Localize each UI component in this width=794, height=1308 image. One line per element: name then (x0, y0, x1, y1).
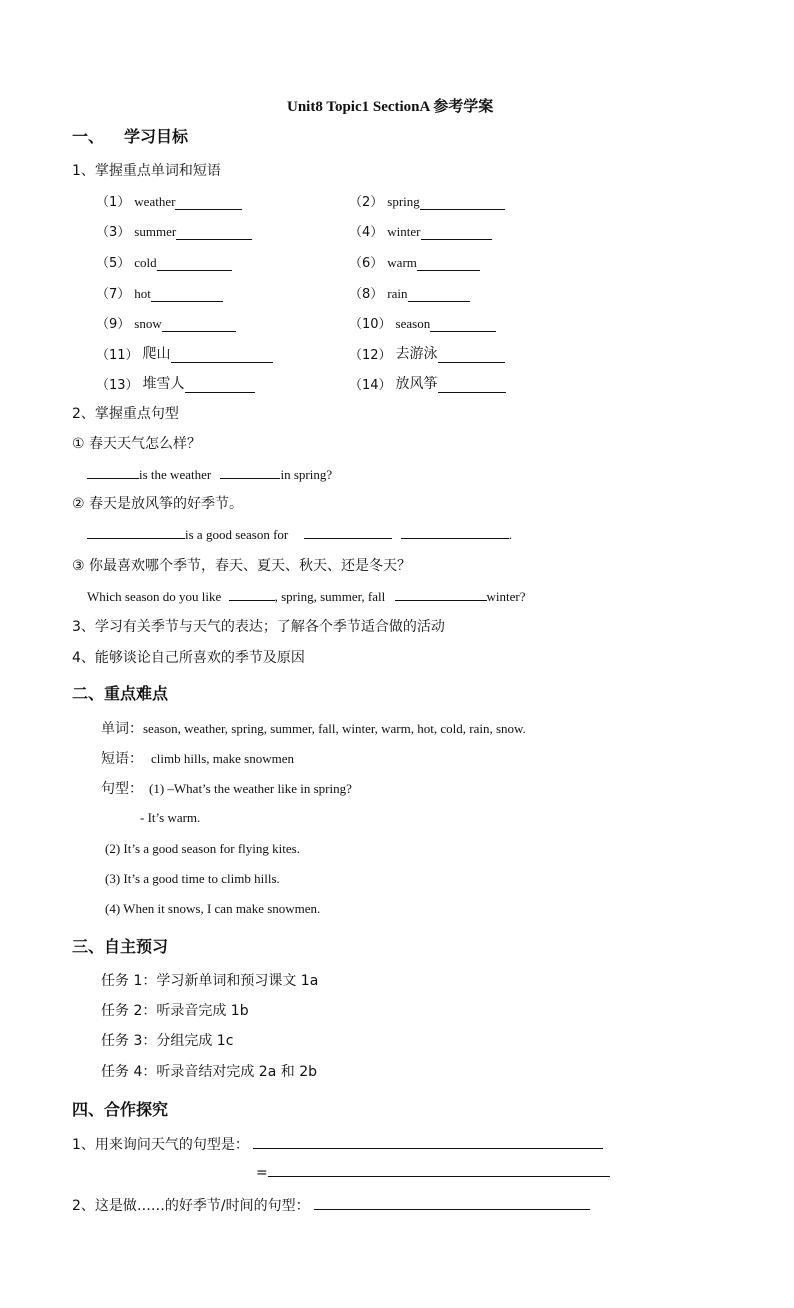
answer-blank[interactable] (395, 588, 487, 601)
answer-blank[interactable] (408, 289, 470, 302)
task-item: 任务 3：分组完成 1c (101, 1033, 234, 1049)
pattern-1: (1) –What’s the weather like in spring? (149, 781, 352, 796)
question-3-en (87, 588, 525, 605)
vocab-number: （12） (349, 348, 392, 363)
vocab-number: （6） (349, 256, 384, 271)
question-3-text-c: winter? (486, 589, 526, 604)
answer-blank[interactable] (87, 466, 139, 479)
vocab-number: （9） (96, 317, 131, 332)
vocab-word: winter (387, 224, 421, 239)
vocab-item (349, 283, 470, 302)
key-phrases-label: 短语： (101, 751, 143, 767)
question-2-text-a: is a good season for (185, 527, 289, 542)
vocab-number: （14） (349, 378, 392, 393)
vocab-number: （13） (96, 378, 139, 393)
key-words-row (101, 718, 526, 738)
key-words-label: 单词： (101, 721, 143, 737)
vocab-item (349, 343, 505, 363)
question-2-cn: ② 春天是放风筝的好季节。 (72, 496, 244, 512)
pattern-1-answer: - It’s warm. (140, 810, 201, 825)
answer-blank[interactable] (157, 258, 232, 271)
answer-blank[interactable] (229, 588, 275, 601)
answer-blank[interactable] (438, 380, 506, 393)
vocab-item (349, 313, 496, 332)
vocab-word: rain (387, 286, 408, 301)
question-2-end: . (508, 527, 513, 542)
equal-sign: = (256, 1165, 268, 1181)
task-item: 任务 2：听录音完成 1b (101, 1003, 249, 1019)
answer-blank[interactable] (420, 197, 505, 210)
vocab-number: （1） (96, 195, 131, 210)
vocab-word: warm (387, 255, 417, 270)
key-phrases-row (101, 748, 294, 768)
explore-2-text: 2、这是做……的好季节/时间的句型： (72, 1198, 310, 1214)
section-1-heading: 学习目标 (124, 127, 189, 146)
vocab-word: spring (387, 194, 420, 209)
pattern-2: (2) It’s a good season for flying kites. (105, 841, 300, 856)
vocab-word: 放风筝 (395, 376, 438, 392)
answer-blank[interactable] (185, 380, 255, 393)
task-item: 任务 1：学习新单词和预习课文 1a (101, 973, 319, 989)
answer-blank[interactable] (171, 350, 273, 363)
sentence-patterns-row (101, 778, 352, 798)
vocab-number: （10） (349, 317, 392, 332)
vocab-number: （3） (96, 225, 131, 240)
answer-blank[interactable] (162, 319, 236, 332)
answer-blank[interactable] (304, 526, 392, 539)
vocab-word: 堆雪人 (142, 376, 185, 392)
vocab-word: snow (134, 316, 162, 331)
vocab-word: hot (134, 286, 151, 301)
answer-blank[interactable] (421, 227, 492, 240)
key-phrases: climb hills, make snowmen (151, 751, 294, 766)
vocab-item (96, 373, 255, 393)
vocab-item (349, 221, 492, 240)
vocab-word: season (395, 316, 431, 331)
explore-1-equal (256, 1164, 610, 1181)
answer-blank[interactable] (176, 227, 252, 240)
vocab-number: （4） (349, 225, 384, 240)
vocab-word: weather (134, 194, 176, 209)
objective-2: 2、掌握重点句型 (72, 406, 179, 422)
vocab-item (96, 283, 223, 302)
question-1-cn: ① 春天天气怎么样？ (72, 436, 202, 452)
vocab-item (96, 343, 273, 363)
vocab-item (96, 252, 232, 271)
question-3-cn: ③ 你最喜欢哪个季节，春天、夏天、秋天、还是冬天？ (72, 558, 411, 574)
vocab-item (349, 373, 506, 393)
question-3-text-a: Which season do you like (87, 589, 222, 604)
vocab-number: （11） (96, 348, 139, 363)
vocab-item (96, 221, 252, 240)
section-4-heading: 四、合作探究 (72, 1100, 169, 1119)
pattern-4: (4) When it snows, I can make snowmen. (105, 901, 321, 916)
vocab-word: summer (134, 224, 177, 239)
explore-1 (72, 1134, 603, 1154)
section-3-heading: 三、自主预习 (72, 937, 169, 956)
vocab-item (349, 191, 505, 210)
vocab-word: cold (134, 255, 157, 270)
vocab-item (349, 252, 480, 271)
section-1-number: 一、 (72, 127, 105, 146)
question-1-text-b: in spring? (280, 467, 333, 482)
objective-3: 3、学习有关季节与天气的表达；了解各个季节适合做的活动 (72, 619, 445, 635)
answer-blank[interactable] (314, 1197, 590, 1210)
answer-blank[interactable] (438, 350, 505, 363)
vocab-word: 去游泳 (395, 346, 438, 362)
explore-1-text: 1、用来询问天气的句型是： (72, 1137, 249, 1153)
vocab-number: （2） (349, 195, 384, 210)
answer-blank[interactable] (220, 466, 280, 479)
section-2-heading: 二、重点难点 (72, 684, 169, 703)
vocab-number: （8） (349, 287, 384, 302)
answer-blank[interactable] (151, 289, 223, 302)
vocab-word: 爬山 (142, 346, 171, 362)
question-3-text-b: , spring, summer, fall (274, 589, 386, 604)
key-words: season, weather, spring, summer, fall, winter, warm, hot, cold, rain, snow. (143, 721, 526, 736)
vocab-item (96, 191, 242, 210)
vocab-number: （7） (96, 287, 131, 302)
question-1-text-a: is the weather (139, 467, 212, 482)
answer-blank[interactable] (417, 258, 480, 271)
answer-blank[interactable] (175, 197, 242, 210)
answer-blank[interactable] (401, 526, 509, 539)
task-item: 任务 4：听录音结对完成 2a 和 2b (101, 1064, 317, 1080)
page-title: Unit8 Topic1 SectionA 参考学案 (287, 99, 494, 115)
question-1-en (87, 466, 332, 483)
sentence-patterns-label: 句型： (101, 781, 143, 797)
answer-blank[interactable] (268, 1164, 610, 1177)
answer-blank[interactable] (430, 319, 496, 332)
objective-4: 4、能够谈论自己所喜欢的季节及原因 (72, 650, 305, 666)
vocab-number: （5） (96, 256, 131, 271)
answer-blank[interactable] (253, 1136, 603, 1149)
vocab-item (96, 313, 236, 332)
explore-2 (72, 1195, 590, 1215)
objective-1: 1、掌握重点单词和短语 (72, 163, 221, 179)
pattern-3: (3) It’s a good time to climb hills. (105, 871, 280, 886)
question-2-en (87, 526, 512, 543)
answer-blank[interactable] (87, 526, 185, 539)
